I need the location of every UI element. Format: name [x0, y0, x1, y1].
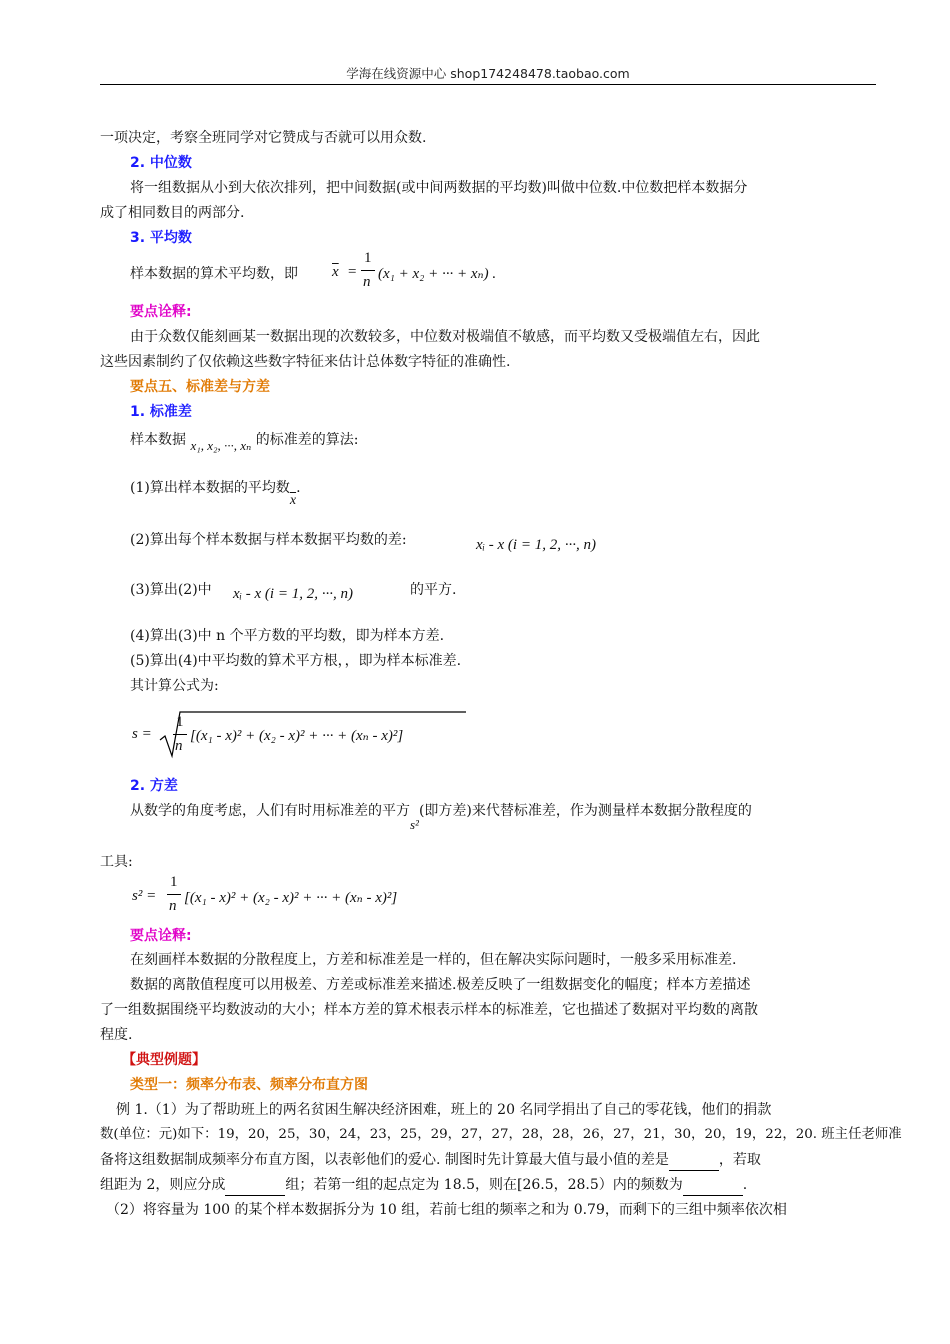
step-1-text: (1)算出样本数据的平均数	[130, 480, 290, 496]
mean-rhs: (x₁ + x₂ + ··· + xₙ) .	[378, 266, 497, 282]
mean-frac-num: 1	[364, 250, 372, 266]
mean-eq: =	[348, 264, 357, 280]
paragraph-mean	[130, 264, 876, 284]
step-2-text: (2)算出每个样本数据与样本数据平均数的差:	[130, 532, 407, 548]
note2-body-4: 程度.	[100, 1027, 133, 1043]
variance-body-3: 工具:	[100, 854, 133, 870]
note2-body-2: 数据的离散值程度可以用极差、方差或标准差来描述.极差反映了一组数据变化的幅度；样本方差描述	[130, 977, 751, 993]
example-1-line-4a: 组距为 2，则应分成	[100, 1177, 226, 1193]
example-1-line-3b: ，若取	[718, 1152, 761, 1168]
variance-frac-bar	[167, 894, 181, 895]
step-2-formula: xᵢ - x (i = 1, 2, ···, n)	[476, 537, 596, 553]
variance-s2: s²	[410, 817, 419, 832]
header-text: 学海在线资源中心 shop174248478.taobao.com	[346, 66, 630, 81]
variance-formula-body: [(x₁ - x)² + (x₂ - x)² + ··· + (xₙ - x)²]	[184, 890, 398, 906]
note1-title: 要点诠释:	[130, 304, 192, 320]
std-intro-vars: x₁, x₂, ···, xₙ	[190, 438, 252, 453]
blank-2	[225, 1175, 285, 1196]
heading-median: 2. 中位数	[130, 155, 192, 171]
page-header	[100, 64, 876, 85]
example-1-line-3	[100, 1150, 876, 1171]
example-1-line-4c: .	[742, 1177, 748, 1193]
std-frac-num: 1	[176, 714, 184, 730]
heading-std: 1. 标准差	[130, 404, 192, 420]
calc-formula-label: 其计算公式为:	[130, 678, 219, 694]
note1-body-2: 这些因素制约了仅依赖这些数字特征来估计总体数字特征的准确性.	[100, 354, 511, 370]
paragraph-median-1: 将一组数据从小到大依次排列，把中间数据(或中间两数据的平均数)叫做中位数.中位数把样本数据分	[130, 180, 748, 196]
note2-body-3: 了一组数据围绕平均数波动的大小；样本方差的算术根表示样本的标准差，它也描述了数据对平均数的离散	[100, 1002, 758, 1018]
std-intro-a: 样本数据	[130, 432, 186, 448]
example-1-line-2: 数(单位：元)如下：19，20，25，30，24，23，25，29，27，27，28，28，26，27，21，30，20，19，22，20. 班主任老师准	[100, 1127, 902, 1142]
type-1-title: 类型一：频率分布表、频率分布直方图	[130, 1077, 368, 1093]
note2-title: 要点诠释:	[130, 928, 192, 944]
variance-formula	[132, 874, 472, 922]
step-4: (4)算出(3)中 n 个平方数的平均数，即为样本方差.	[130, 628, 445, 644]
example-1-line-4	[100, 1175, 876, 1196]
mean-frac-bar	[361, 270, 375, 271]
step-1: (1)算出样本数据的平均数$\overline{x}$.	[130, 480, 301, 508]
variance-frac-den: n	[169, 898, 177, 914]
paragraph-mode-end: 一项决定，考察全班同学对它赞成与否就可以用众数.	[100, 130, 427, 146]
std-formula-lhs: s =	[132, 726, 152, 742]
mean-xbar: $\overline{x}$	[332, 264, 339, 280]
heading-variance: 2. 方差	[130, 778, 178, 794]
std-intro-b: 的标准差的算法:	[255, 432, 359, 448]
mean-frac-den: n	[363, 274, 371, 290]
variance-body-1	[130, 801, 876, 832]
std-formula	[132, 708, 472, 760]
blank-3	[683, 1175, 743, 1196]
paragraph-median-2: 成了相同数目的两部分.	[100, 205, 245, 221]
std-frac-den: n	[175, 738, 183, 754]
step-1-xbar: $\overline{x}$	[289, 493, 297, 508]
mean-text: 样本数据的算术平均数，即	[130, 266, 298, 282]
heading-mean: 3. 平均数	[130, 230, 192, 246]
variance-body-1b: (即方差)来代替标准差，作为测量样本数据分散程度的	[418, 803, 752, 819]
std-formula-body: [(x₁ - x)² + (x₂ - x)² + ··· + (xₙ - x)²]	[190, 728, 404, 744]
step-5: (5)算出(4)中平均数的算术平方根，，即为样本标准差.	[130, 653, 462, 669]
example-1-line-1: 例 1.（1）为了帮助班上的两名贫困生解决经济困难，班上的 20 名同学捐出了自己的零花钱，他们的捐款	[116, 1102, 772, 1118]
note1-body-1: 由于众数仅能刻画某一数据出现的次数较多，中位数对极端值不敏感，而平均数又受极端值左右，因此	[130, 329, 760, 345]
example-1-line-4b: 组；若第一组的起点定为 18.5，则在[26.5，28.5）内的频数为	[285, 1177, 683, 1193]
step-3-text-a: (3)算出(2)中	[130, 582, 212, 598]
std-intro	[130, 430, 876, 453]
variance-formula-lhs: s² =	[132, 888, 157, 904]
example-1-line-3a: 备将这组数据制成频率分布直方图，以表彰他们的爱心. 制图时先计算最大值与最小值的差是	[100, 1152, 669, 1168]
std-frac-bar	[173, 734, 187, 735]
section-heading-5: 要点五、标准差与方差	[130, 379, 270, 395]
variance-frac-num: 1	[170, 874, 178, 890]
note2-body-1: 在刻画样本数据的分散程度上，方差和标准差是一样的，但在解决实际问题时，一般多采用标准差.	[130, 952, 737, 968]
variance-body-1a: 从数学的角度考虑，人们有时用标准差的平方	[130, 803, 410, 819]
example-1-line-5: （2）将容量为 100 的某个样本数据拆分为 10 组，若前七组的频率之和为 0.79，而剩下的三组中频率依次相	[106, 1202, 787, 1218]
blank-1	[669, 1150, 719, 1171]
step-3-formula: xᵢ - x (i = 1, 2, ···, n)	[233, 586, 353, 602]
step-3-text-b: 的平方.	[410, 582, 457, 598]
examples-title: 【典型例题】	[122, 1052, 206, 1068]
